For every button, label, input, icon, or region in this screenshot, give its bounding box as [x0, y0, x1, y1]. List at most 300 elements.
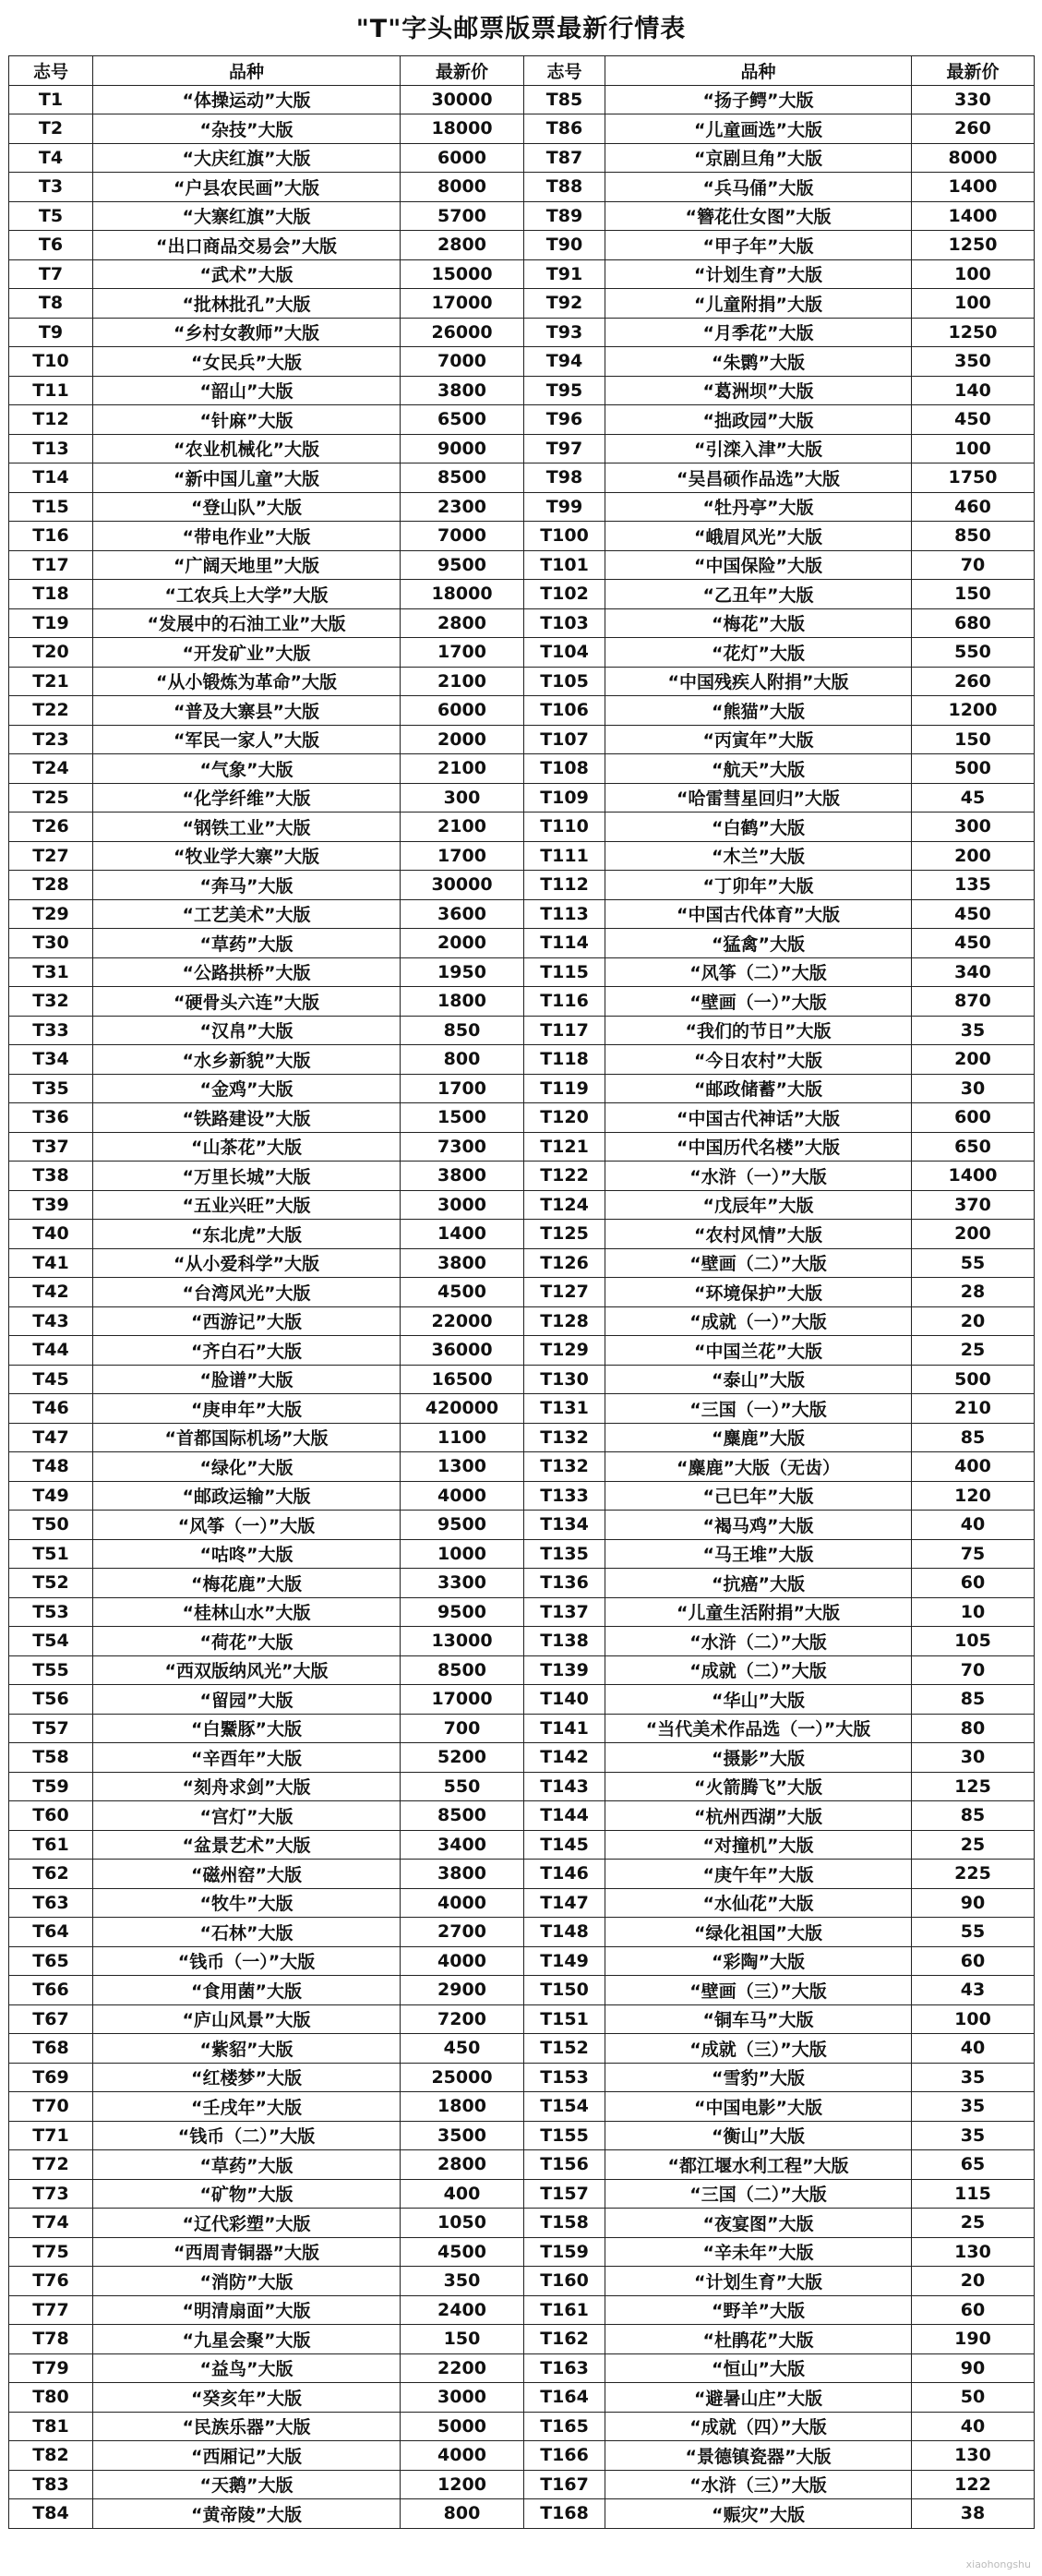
stamp-code-left: T56: [9, 1685, 93, 1715]
stamp-price-right: 400: [912, 1452, 1035, 1482]
stamp-name-right: “麋鹿”大版: [605, 1423, 912, 1452]
stamp-price-left: 22000: [401, 1306, 524, 1336]
stamp-price-right: 450: [912, 899, 1035, 929]
stamp-price-right: 200: [912, 841, 1035, 871]
stamp-price-left: 13000: [401, 1627, 524, 1656]
stamp-price-left: 9500: [401, 1597, 524, 1627]
table-row: [9, 1597, 1035, 1627]
stamp-code-left: T5: [9, 201, 93, 231]
stamp-price-right: 140: [912, 376, 1035, 405]
table-row: [9, 1045, 1035, 1075]
stamp-price-right: 85: [912, 1801, 1035, 1831]
stamp-code-left: T10: [9, 347, 93, 377]
stamp-price-left: 4000: [401, 1888, 524, 1918]
stamp-code-right: T121: [524, 1132, 605, 1162]
stamp-code-left: T40: [9, 1220, 93, 1249]
stamp-code-right: T117: [524, 1016, 605, 1045]
stamp-price-right: 500: [912, 754, 1035, 784]
stamp-price-left: 4500: [401, 2237, 524, 2267]
stamp-name-right: “农村风情”大版: [605, 1220, 912, 1249]
stamp-name-right: “拙政园”大版: [605, 405, 912, 435]
stamp-price-right: 1400: [912, 1162, 1035, 1191]
stamp-price-right: 100: [912, 289, 1035, 319]
table-row: [9, 696, 1035, 726]
stamp-name-right: “计划生育”大版: [605, 2267, 912, 2296]
header-code-right: 志号: [524, 56, 605, 86]
stamp-price-right: 100: [912, 434, 1035, 463]
stamp-name-right: “铜车马”大版: [605, 2004, 912, 2034]
table-row: [9, 813, 1035, 842]
stamp-name-right: “丙寅年”大版: [605, 725, 912, 754]
stamp-price-left: 15000: [401, 259, 524, 289]
stamp-name-right: “中国残疾人附捐”大版: [605, 667, 912, 696]
stamp-price-left: 8000: [401, 173, 524, 202]
stamp-code-left: T26: [9, 813, 93, 842]
stamp-name-left: “批林批孔”大版: [93, 289, 401, 319]
stamp-code-left: T17: [9, 550, 93, 580]
stamp-price-left: 800: [401, 2499, 524, 2529]
stamp-price-left: 700: [401, 1714, 524, 1743]
stamp-name-right: “绿化祖国”大版: [605, 1918, 912, 1947]
stamp-code-right: T146: [524, 1860, 605, 1889]
stamp-price-left: 9000: [401, 434, 524, 463]
stamp-code-right: T135: [524, 1539, 605, 1569]
stamp-code-right: T151: [524, 2004, 605, 2034]
stamp-code-right: T114: [524, 929, 605, 958]
stamp-name-right: “衡山”大版: [605, 2121, 912, 2150]
stamp-code-right: T152: [524, 2034, 605, 2064]
stamp-code-right: T129: [524, 1336, 605, 1366]
stamp-code-left: T37: [9, 1132, 93, 1162]
stamp-name-right: “扬子鳄”大版: [605, 85, 912, 114]
stamp-price-left: 5200: [401, 1743, 524, 1773]
stamp-price-right: 40: [912, 1511, 1035, 1540]
stamp-price-right: 40: [912, 2412, 1035, 2441]
stamp-code-left: T3: [9, 173, 93, 202]
stamp-price-left: 4000: [401, 1481, 524, 1511]
stamp-price-right: 105: [912, 1627, 1035, 1656]
stamp-code-right: T133: [524, 1481, 605, 1511]
stamp-code-left: T8: [9, 289, 93, 319]
stamp-code-right: T155: [524, 2121, 605, 2150]
stamp-name-left: “邮政运输”大版: [93, 1481, 401, 1511]
stamp-price-left: 2000: [401, 929, 524, 958]
stamp-price-right: 500: [912, 1365, 1035, 1394]
stamp-price-left: 800: [401, 1045, 524, 1075]
stamp-code-right: T166: [524, 2441, 605, 2471]
stamp-code-left: T54: [9, 1627, 93, 1656]
table-row: [9, 2150, 1035, 2180]
stamp-price-right: 20: [912, 1306, 1035, 1336]
table-row: [9, 1946, 1035, 1976]
stamp-code-left: T19: [9, 608, 93, 638]
stamp-name-right: “壁画（二）”大版: [605, 1248, 912, 1278]
stamp-name-left: “从小爱科学”大版: [93, 1248, 401, 1278]
stamp-name-right: “木兰”大版: [605, 841, 912, 871]
stamp-price-left: 2800: [401, 2150, 524, 2180]
stamp-code-left: T79: [9, 2353, 93, 2383]
stamp-name-right: “甲子年”大版: [605, 231, 912, 260]
stamp-code-left: T44: [9, 1336, 93, 1366]
stamp-name-right: “引滦入津”大版: [605, 434, 912, 463]
stamp-code-left: T4: [9, 143, 93, 173]
stamp-name-left: “西周青铜器”大版: [93, 2237, 401, 2267]
table-row: [9, 2353, 1035, 2383]
stamp-name-right: “壁画（三）”大版: [605, 1976, 912, 2005]
table-row: [9, 1394, 1035, 1424]
table-row: [9, 1248, 1035, 1278]
stamp-code-right: T105: [524, 667, 605, 696]
stamp-name-right: “水仙花”大版: [605, 1888, 912, 1918]
stamp-price-left: 7200: [401, 2004, 524, 2034]
stamp-name-right: “成就（四）”大版: [605, 2412, 912, 2441]
stamp-name-right: “我们的节日”大版: [605, 1016, 912, 1045]
stamp-code-right: T165: [524, 2412, 605, 2441]
stamp-price-right: 130: [912, 2237, 1035, 2267]
table-row: [9, 2470, 1035, 2499]
stamp-code-right: T118: [524, 1045, 605, 1075]
stamp-code-right: T104: [524, 638, 605, 668]
stamp-price-right: 200: [912, 1045, 1035, 1075]
stamp-name-left: “石林”大版: [93, 1918, 401, 1947]
stamp-name-right: “牡丹亭”大版: [605, 492, 912, 522]
stamp-price-left: 7000: [401, 522, 524, 551]
price-table: [8, 55, 1035, 2529]
stamp-price-right: 65: [912, 2150, 1035, 2180]
table-row: [9, 1918, 1035, 1947]
stamp-code-right: T156: [524, 2150, 605, 2180]
stamp-code-left: T60: [9, 1801, 93, 1831]
stamp-name-right: “计划生育”大版: [605, 259, 912, 289]
stamp-code-right: T144: [524, 1801, 605, 1831]
stamp-name-left: “荷花”大版: [93, 1627, 401, 1656]
stamp-price-right: 40: [912, 2034, 1035, 2064]
stamp-code-right: T113: [524, 899, 605, 929]
stamp-name-right: “水浒（一）”大版: [605, 1162, 912, 1191]
stamp-price-left: 2400: [401, 2295, 524, 2325]
stamp-price-left: 2200: [401, 2353, 524, 2383]
table-row: [9, 2034, 1035, 2064]
stamp-name-left: “万里长城”大版: [93, 1162, 401, 1191]
stamp-code-right: T137: [524, 1597, 605, 1627]
stamp-code-left: T78: [9, 2325, 93, 2354]
table-row: [9, 463, 1035, 493]
stamp-price-left: 4500: [401, 1278, 524, 1307]
stamp-code-left: T16: [9, 522, 93, 551]
stamp-name-right: “中国电影”大版: [605, 2092, 912, 2122]
stamp-code-left: T13: [9, 434, 93, 463]
stamp-code-left: T35: [9, 1074, 93, 1103]
stamp-name-left: “军民一家人”大版: [93, 725, 401, 754]
stamp-name-left: “磁州窑”大版: [93, 1860, 401, 1889]
table-row: [9, 1074, 1035, 1103]
stamp-code-right: T126: [524, 1248, 605, 1278]
stamp-code-left: T9: [9, 318, 93, 347]
stamp-price-left: 1950: [401, 957, 524, 987]
table-row: [9, 2179, 1035, 2209]
stamp-price-left: 1700: [401, 638, 524, 668]
stamp-code-left: T46: [9, 1394, 93, 1424]
stamp-code-left: T20: [9, 638, 93, 668]
stamp-code-right: T111: [524, 841, 605, 871]
stamp-price-left: 2100: [401, 667, 524, 696]
stamp-price-right: 1200: [912, 696, 1035, 726]
table-row: [9, 2499, 1035, 2529]
stamp-code-left: T47: [9, 1423, 93, 1452]
stamp-price-left: 3500: [401, 2121, 524, 2150]
stamp-price-left: 3400: [401, 1830, 524, 1860]
stamp-name-left: “牧业学大寨”大版: [93, 841, 401, 871]
stamp-price-left: 1500: [401, 1103, 524, 1133]
stamp-name-left: “钱币（二）”大版: [93, 2121, 401, 2150]
stamp-code-left: T84: [9, 2499, 93, 2529]
stamp-code-left: T67: [9, 2004, 93, 2034]
stamp-price-right: 60: [912, 1569, 1035, 1598]
stamp-price-left: 3800: [401, 376, 524, 405]
table-body: [9, 85, 1035, 2528]
stamp-price-left: 8500: [401, 1655, 524, 1685]
table-row: [9, 2121, 1035, 2150]
stamp-code-right: T125: [524, 1220, 605, 1249]
table-row: [9, 2004, 1035, 2034]
table-row: [9, 754, 1035, 784]
table-row: [9, 608, 1035, 638]
stamp-name-left: “食用菌”大版: [93, 1976, 401, 2005]
stamp-code-right: T101: [524, 550, 605, 580]
table-row: [9, 1801, 1035, 1831]
stamp-name-right: “成就（三）”大版: [605, 2034, 912, 2064]
stamp-name-left: “登山队”大版: [93, 492, 401, 522]
stamp-price-right: 260: [912, 667, 1035, 696]
table-row: [9, 1481, 1035, 1511]
stamp-name-right: “华山”大版: [605, 1685, 912, 1715]
stamp-name-right: “水浒（三）”大版: [605, 2470, 912, 2499]
stamp-code-left: T65: [9, 1946, 93, 1976]
stamp-name-right: “夜宴图”大版: [605, 2209, 912, 2238]
stamp-name-left: “金鸡”大版: [93, 1074, 401, 1103]
stamp-name-right: “恒山”大版: [605, 2353, 912, 2383]
stamp-code-right: T147: [524, 1888, 605, 1918]
stamp-code-right: T148: [524, 1918, 605, 1947]
stamp-name-right: “中国古代体育”大版: [605, 899, 912, 929]
stamp-name-left: “气象”大版: [93, 754, 401, 784]
stamp-name-left: “梅花鹿”大版: [93, 1569, 401, 1598]
stamp-price-right: 870: [912, 987, 1035, 1017]
stamp-price-left: 3000: [401, 2383, 524, 2413]
stamp-code-left: T42: [9, 1278, 93, 1307]
stamp-name-left: “西厢记”大版: [93, 2441, 401, 2471]
stamp-name-left: “白鱀豚”大版: [93, 1714, 401, 1743]
stamp-code-left: T25: [9, 783, 93, 813]
stamp-price-right: 10: [912, 1597, 1035, 1627]
stamp-code-left: T58: [9, 1743, 93, 1773]
table-row: [9, 1976, 1035, 2005]
stamp-code-left: T72: [9, 2150, 93, 2180]
stamp-code-right: T158: [524, 2209, 605, 2238]
table-row: [9, 492, 1035, 522]
stamp-price-right: 85: [912, 1423, 1035, 1452]
stamp-price-right: 1400: [912, 201, 1035, 231]
stamp-price-right: 8000: [912, 143, 1035, 173]
stamp-price-left: 2700: [401, 1918, 524, 1947]
stamp-name-right: “杜鹃花”大版: [605, 2325, 912, 2354]
stamp-name-right: “中国兰花”大版: [605, 1336, 912, 1366]
stamp-name-right: “马王堆”大版: [605, 1539, 912, 1569]
header-name-left: 品种: [93, 56, 401, 86]
header-name-right: 品种: [605, 56, 912, 86]
stamp-name-left: “农业机械化”大版: [93, 434, 401, 463]
stamp-price-right: 1400: [912, 173, 1035, 202]
stamp-price-left: 36000: [401, 1336, 524, 1366]
stamp-price-right: 60: [912, 2295, 1035, 2325]
stamp-price-left: 2000: [401, 725, 524, 754]
stamp-price-left: 17000: [401, 1685, 524, 1715]
stamp-price-left: 25000: [401, 2063, 524, 2092]
stamp-price-right: 115: [912, 2179, 1035, 2209]
table-row: [9, 2295, 1035, 2325]
stamp-code-left: T15: [9, 492, 93, 522]
stamp-price-left: 3800: [401, 1860, 524, 1889]
stamp-price-left: 1200: [401, 2470, 524, 2499]
stamp-code-left: T76: [9, 2267, 93, 2296]
stamp-name-right: “丁卯年”大版: [605, 871, 912, 900]
stamp-code-left: T63: [9, 1888, 93, 1918]
table-row: [9, 259, 1035, 289]
stamp-name-left: “庐山风景”大版: [93, 2004, 401, 2034]
stamp-name-right: “儿童附捐”大版: [605, 289, 912, 319]
stamp-name-right: “儿童生活附捐”大版: [605, 1597, 912, 1627]
stamp-price-right: 600: [912, 1103, 1035, 1133]
stamp-price-right: 85: [912, 1685, 1035, 1715]
table-row: [9, 957, 1035, 987]
stamp-code-left: T23: [9, 725, 93, 754]
stamp-name-left: “草药”大版: [93, 2150, 401, 2180]
stamp-code-left: T82: [9, 2441, 93, 2471]
stamp-price-left: 2900: [401, 1976, 524, 2005]
stamp-price-right: 30: [912, 1074, 1035, 1103]
stamp-name-left: “首都国际机场”大版: [93, 1423, 401, 1452]
stamp-price-left: 2100: [401, 754, 524, 784]
stamp-code-left: T66: [9, 1976, 93, 2005]
stamp-price-right: 125: [912, 1772, 1035, 1801]
stamp-price-right: 680: [912, 608, 1035, 638]
header-code-left: 志号: [9, 56, 93, 86]
stamp-code-right: T145: [524, 1830, 605, 1860]
stamp-name-right: “赈灾”大版: [605, 2499, 912, 2529]
table-row: [9, 347, 1035, 377]
stamp-code-right: T149: [524, 1946, 605, 1976]
stamp-price-left: 5000: [401, 2412, 524, 2441]
stamp-code-right: T85: [524, 85, 605, 114]
stamp-price-right: 122: [912, 2470, 1035, 2499]
stamp-name-left: “癸亥年”大版: [93, 2383, 401, 2413]
stamp-name-right: “邮政储蓄”大版: [605, 1074, 912, 1103]
table-row: [9, 1539, 1035, 1569]
stamp-code-right: T96: [524, 405, 605, 435]
stamp-code-left: T80: [9, 2383, 93, 2413]
stamp-price-right: 35: [912, 2121, 1035, 2150]
stamp-code-left: T52: [9, 1569, 93, 1598]
stamp-name-right: “今日农村”大版: [605, 1045, 912, 1075]
stamp-code-right: T97: [524, 434, 605, 463]
stamp-name-left: “汉帛”大版: [93, 1016, 401, 1045]
stamp-price-left: 350: [401, 2267, 524, 2296]
stamp-code-left: T59: [9, 1772, 93, 1801]
stamp-code-right: T108: [524, 754, 605, 784]
table-row: [9, 114, 1035, 144]
stamp-name-right: “褐马鸡”大版: [605, 1511, 912, 1540]
stamp-name-left: “开发矿业”大版: [93, 638, 401, 668]
table-row: [9, 1162, 1035, 1191]
stamp-name-left: “民族乐器”大版: [93, 2412, 401, 2441]
stamp-price-right: 340: [912, 957, 1035, 987]
stamp-price-left: 1050: [401, 2209, 524, 2238]
stamp-code-left: T1: [9, 85, 93, 114]
stamp-price-right: 35: [912, 1016, 1035, 1045]
stamp-price-right: 38: [912, 2499, 1035, 2529]
stamp-code-left: T51: [9, 1539, 93, 1569]
stamp-code-right: T128: [524, 1306, 605, 1336]
stamp-code-left: T57: [9, 1714, 93, 1743]
stamp-name-left: “天鹅”大版: [93, 2470, 401, 2499]
stamp-price-right: 1750: [912, 463, 1035, 493]
stamp-code-right: T112: [524, 871, 605, 900]
stamp-price-right: 300: [912, 813, 1035, 842]
stamp-name-left: “广阔天地里”大版: [93, 550, 401, 580]
table-row: [9, 1860, 1035, 1889]
stamp-name-left: “硬骨头六连”大版: [93, 987, 401, 1017]
stamp-code-left: T39: [9, 1190, 93, 1220]
stamp-name-right: “当代美术作品选（一）”大版: [605, 1714, 912, 1743]
stamp-name-right: “火箭腾飞”大版: [605, 1772, 912, 1801]
stamp-price-right: 55: [912, 1918, 1035, 1947]
stamp-code-right: T168: [524, 2499, 605, 2529]
table-row: [9, 899, 1035, 929]
stamp-code-right: T150: [524, 1976, 605, 2005]
header-price-right: 最新价: [912, 56, 1035, 86]
stamp-name-left: “出口商品交易会”大版: [93, 231, 401, 260]
stamp-name-right: “摄影”大版: [605, 1743, 912, 1773]
stamp-price-left: 1700: [401, 841, 524, 871]
stamp-name-left: “工艺美术”大版: [93, 899, 401, 929]
stamp-price-right: 100: [912, 2004, 1035, 2034]
stamp-name-right: “朱鹮”大版: [605, 347, 912, 377]
stamp-code-left: T68: [9, 2034, 93, 2064]
stamp-name-left: “东北虎”大版: [93, 1220, 401, 1249]
table-row: [9, 987, 1035, 1017]
stamp-price-right: 100: [912, 259, 1035, 289]
stamp-code-right: T91: [524, 259, 605, 289]
stamp-price-left: 6500: [401, 405, 524, 435]
stamp-code-left: T30: [9, 929, 93, 958]
stamp-price-left: 1300: [401, 1452, 524, 1482]
stamp-price-right: 20: [912, 2267, 1035, 2296]
stamp-name-right: “抗癌”大版: [605, 1569, 912, 1598]
stamp-price-right: 210: [912, 1394, 1035, 1424]
stamp-name-right: “壁画（一）”大版: [605, 987, 912, 1017]
stamp-code-left: T11: [9, 376, 93, 405]
stamp-code-right: T93: [524, 318, 605, 347]
stamp-name-right: “白鹤”大版: [605, 813, 912, 842]
stamp-code-right: T119: [524, 1074, 605, 1103]
stamp-name-left: “牧牛”大版: [93, 1888, 401, 1918]
table-row: [9, 231, 1035, 260]
stamp-price-left: 2800: [401, 231, 524, 260]
stamp-name-left: “普及大寨县”大版: [93, 696, 401, 726]
stamp-price-right: 75: [912, 1539, 1035, 1569]
stamp-code-left: T75: [9, 2237, 93, 2267]
stamp-name-left: “矿物”大版: [93, 2179, 401, 2209]
